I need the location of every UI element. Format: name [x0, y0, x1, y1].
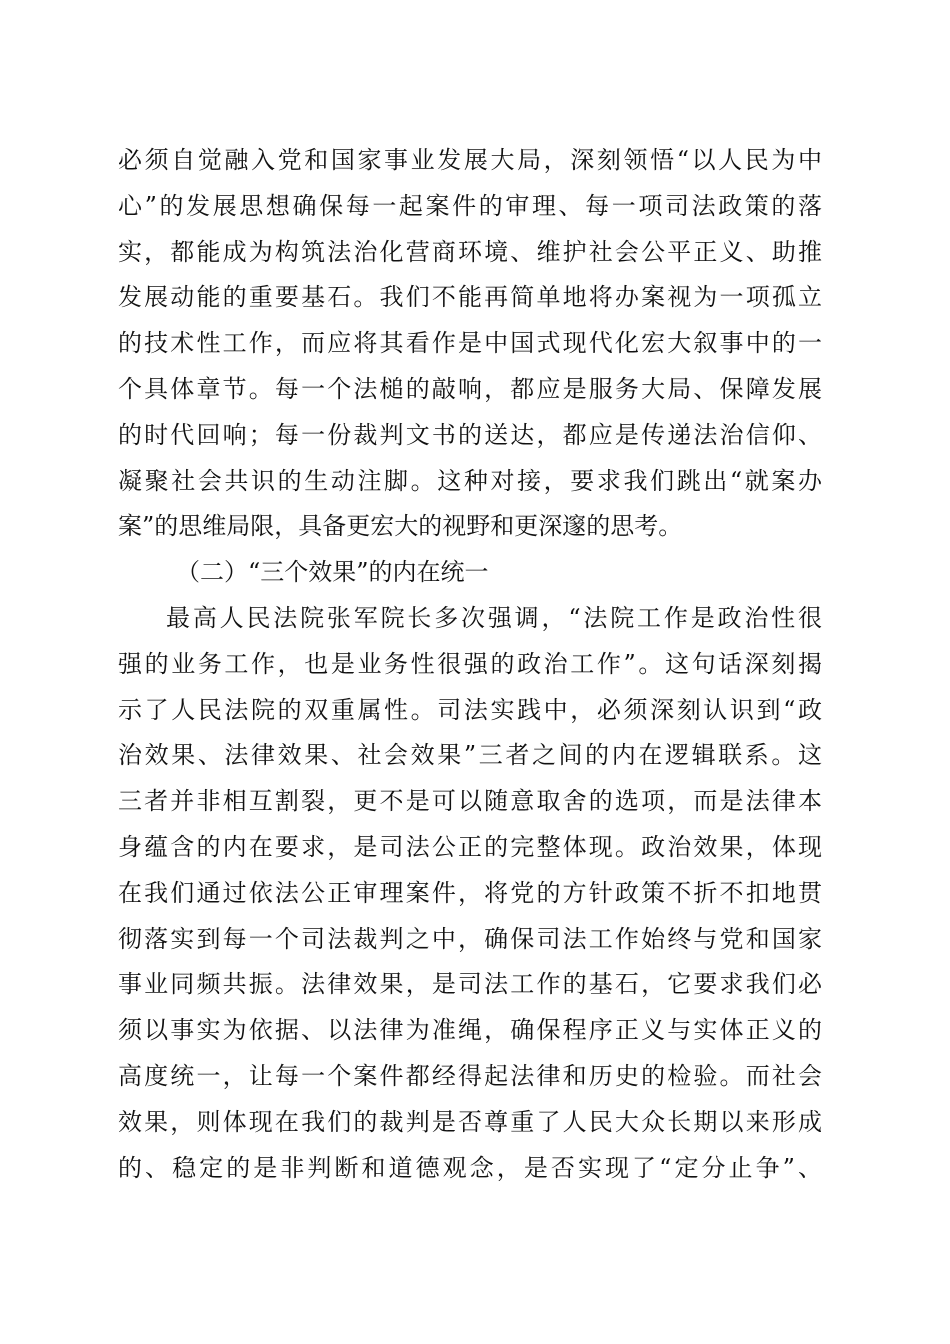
paragraph-line: 身蕴含的内在要求，是司法公正的完整体现。政治效果，体现	[118, 832, 822, 861]
paragraph-line: 实，都能成为构筑法治化营商环境、维护社会公平正义、助推	[118, 237, 822, 266]
paragraph-line: 个具体章节。每一个法槌的敲响，都应是服务大局、保障发展	[118, 374, 822, 403]
paragraph-line: 事业同频共振。法律效果，是司法工作的基石，它要求我们必	[118, 970, 822, 999]
paragraph-line: 示了人民法院的双重属性。司法实践中，必须深刻认识到“政	[118, 695, 822, 724]
section-heading: （二）“三个效果”的内在统一	[176, 558, 489, 587]
document-body	[118, 138, 830, 1191]
paragraph-line: 心”的发展思想确保每一起案件的审理、每一项司法政策的落	[118, 191, 822, 220]
paragraph-line: 强的业务工作，也是业务性很强的政治工作”。这句话深刻揭	[118, 649, 822, 678]
paragraph-line: 彻落实到每一个司法裁判之中，确保司法工作始终与党和国家	[118, 924, 822, 953]
paragraph-line: 案”的思维局限，具备更宏大的视野和更深邃的思考。	[118, 512, 683, 541]
paragraph-line: 效果，则体现在我们的裁判是否尊重了人民大众长期以来形成	[118, 1107, 822, 1136]
paragraph-line: 凝聚社会共识的生动注脚。这种对接，要求我们跳出“就案办	[118, 466, 822, 495]
paragraph-line: 须以事实为依据、以法律为准绳，确保程序正义与实体正义的	[118, 1016, 822, 1045]
paragraph-line: 三者并非相互割裂，更不是可以随意取舍的选项，而是法律本	[118, 787, 822, 816]
paragraph-line: 的时代回响；每一份裁判文书的送达，都应是传递法治信仰、	[118, 420, 822, 449]
paragraph-line: 发展动能的重要基石。我们不能再简单地将办案视为一项孤立	[118, 283, 822, 312]
paragraph-line: 必须自觉融入党和国家事业发展大局，深刻领悟“以人民为中	[118, 146, 822, 174]
paragraph-line: 的技术性工作，而应将其看作是中国式现代化宏大叙事中的一	[118, 329, 822, 358]
paragraph-line: 在我们通过依法公正审理案件，将党的方针政策不折不扣地贯	[118, 878, 822, 907]
paragraph-line: 高度统一，让每一个案件都经得起法律和历史的检验。而社会	[118, 1061, 822, 1090]
paragraph-line: 最高人民法院张军院长多次强调，“法院工作是政治性很	[166, 603, 822, 632]
paragraph-line: 治效果、法律效果、社会效果”三者之间的内在逻辑联系。这	[118, 741, 822, 770]
paragraph-line: 的、稳定的是非判断和道德观念，是否实现了“定分止争”、	[118, 1153, 822, 1182]
